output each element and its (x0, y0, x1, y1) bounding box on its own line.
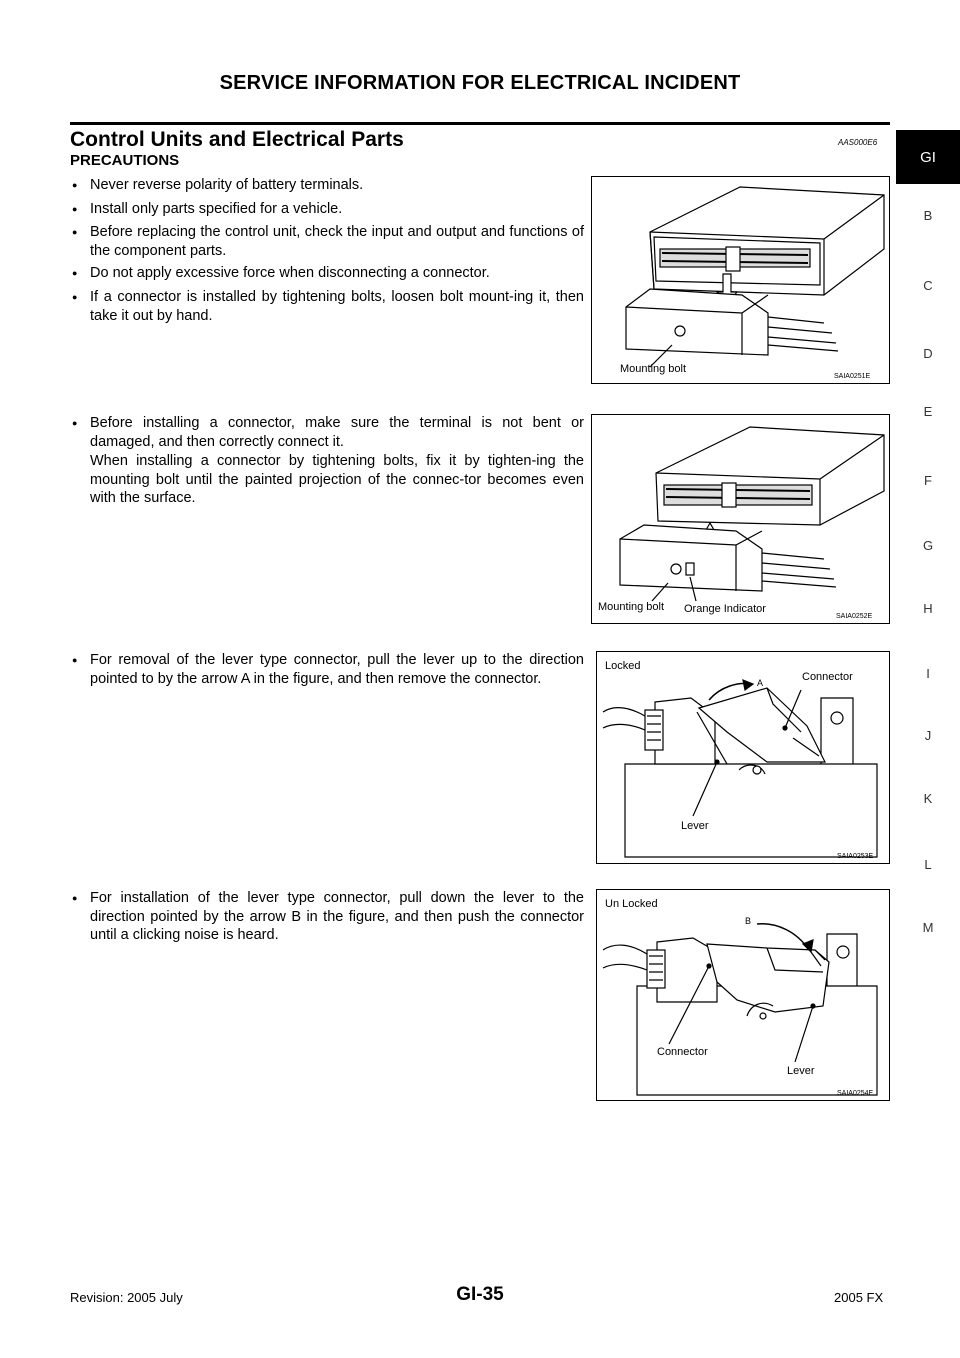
bullet-dot-icon: ● (72, 180, 78, 190)
tab-i[interactable]: I (926, 666, 930, 681)
figure-code: SAIA0254E (837, 1090, 874, 1097)
label-connector: Connector (802, 671, 853, 683)
bullet-text: Never reverse polarity of battery terminals. (90, 177, 364, 193)
bullet-item (72, 414, 584, 451)
tab-k[interactable]: K (923, 791, 933, 806)
tab-j[interactable]: J (924, 728, 932, 743)
figure-lever-connector-locked (596, 651, 890, 864)
bullet-dot-icon: ● (72, 655, 78, 665)
bullet-item (72, 223, 584, 260)
label-orange-indicator: Orange Indicator (684, 603, 766, 615)
bullet-dot-icon: ● (72, 227, 78, 237)
bullet-dot-icon: ● (72, 268, 78, 278)
figure-lever-connector-unlocked (596, 889, 890, 1101)
label-locked: Locked (605, 660, 641, 672)
control-unit-install-illustration (592, 415, 889, 623)
control-unit-illustration (592, 177, 889, 383)
bullet-dot-icon: ● (72, 418, 78, 428)
bullet-text: When installing a connector by tightening bolts, fix it by tighten-ing the mounting bolt until the painted projection of the connec-tor becomes even with the surface. (90, 453, 584, 506)
bullet-item (72, 200, 584, 219)
page-header-title: SERVICE INFORMATION FOR ELECTRICAL INCIDENT (219, 72, 741, 94)
section-title: Control Units and Electrical Parts (70, 128, 404, 151)
bullet-item (72, 651, 584, 688)
bullet-text: Before installing a connector, make sure the terminal is not bent or damaged, and then correctly connect it. (90, 415, 584, 450)
tab-g[interactable]: G (922, 538, 934, 553)
tab-l[interactable]: L (924, 857, 932, 872)
label-lever: Lever (681, 820, 709, 832)
section-index-tabs (896, 130, 960, 184)
tab-m[interactable]: M (922, 920, 934, 935)
tab-e[interactable]: E (923, 404, 933, 419)
bullet-item (72, 288, 584, 325)
label-mounting-bolt: Mounting bolt (620, 363, 687, 375)
tab-b[interactable]: B (923, 208, 933, 223)
bullet-text: For removal of the lever type connector, pull the lever up to the direction pointed to by the arrow A in the figure, and then remove the connector. (90, 652, 584, 687)
label-mounting-bolt: Mounting bolt (598, 601, 665, 613)
bullet-item (72, 176, 584, 195)
tab-gi-active[interactable]: GI (896, 130, 960, 184)
label-connector: Connector (657, 1046, 708, 1058)
bullet-text: Do not apply excessive force when disconnecting a connector. (90, 265, 490, 281)
bullet-text: If a connector is installed by tightening bolts, loosen bolt mount-ing it, then take it out by hand. (90, 289, 584, 324)
bullet-text: For installation of the lever type connector, pull down the lever to the direction pointed by the arrow B in the figure, and then push the connector until a clicking noise is heard. (90, 890, 584, 943)
bullet-text: Before replacing the control unit, check the input and output and functions of the component parts. (90, 224, 584, 259)
figure-control-unit-install (591, 414, 890, 624)
figure-code: SAIA0251E (834, 373, 871, 380)
bullet-item (72, 264, 584, 283)
bullet-text: Install only parts specified for a vehicle. (90, 201, 343, 217)
bullet-dot-icon: ● (72, 292, 78, 302)
tab-h[interactable]: H (923, 601, 933, 616)
section-code: AAS000E6 (838, 138, 878, 147)
bullet-dot-icon: ● (72, 204, 78, 214)
lever-locked-illustration (597, 652, 889, 863)
tab-f[interactable]: F (924, 473, 932, 488)
label-lever: Lever (787, 1065, 815, 1077)
footer-page-number: GI-35 (456, 1284, 504, 1305)
figure-control-unit-disconnect (591, 176, 890, 384)
tab-d[interactable]: D (923, 346, 933, 361)
figure-code: SAIA0252E (836, 613, 873, 620)
footer-model: 2005 FX (834, 1290, 884, 1305)
lever-unlocked-illustration (597, 890, 889, 1100)
label-unlocked: Un Locked (605, 898, 658, 910)
tab-c[interactable]: C (923, 278, 933, 293)
bullet-item (72, 889, 584, 945)
subsection-title: PRECAUTIONS (70, 152, 180, 169)
figure-code: SAIA0253E (837, 853, 874, 860)
label-arrow-b: B (745, 916, 752, 926)
label-arrow-a: A (757, 678, 764, 688)
header-rule (70, 122, 890, 125)
footer-revision: Revision: 2005 July (70, 1290, 183, 1305)
bullet-text-continuation (72, 452, 584, 508)
bullet-dot-icon: ● (72, 893, 78, 903)
